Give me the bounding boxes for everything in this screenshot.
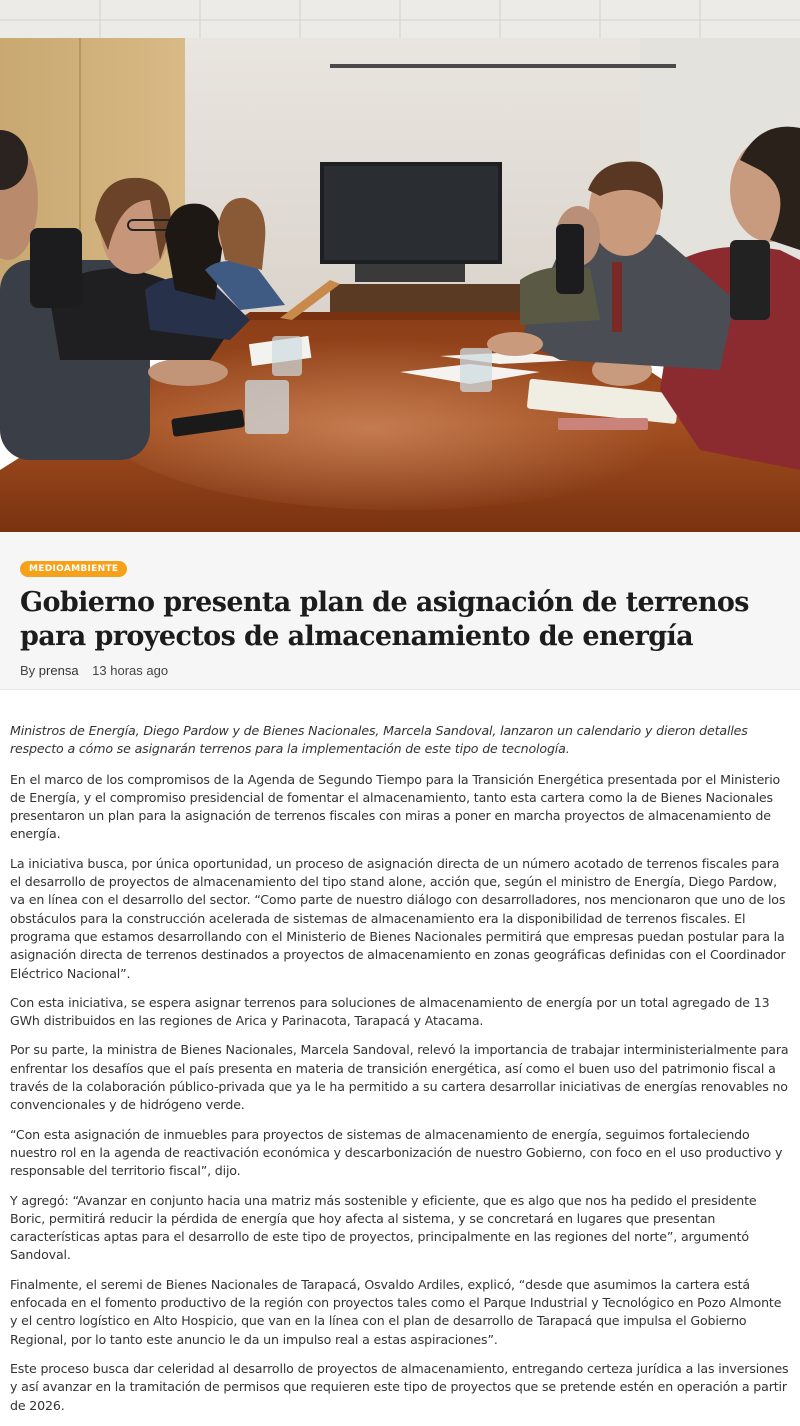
post-date: 13 horas ago [92,663,169,678]
category-badge[interactable]: MEDIOAMBIENTE [20,561,127,577]
article-paragraph: Y agregó: “Avanzar en conjunto hacia una matriz más sostenible y eficiente, que es algo que nos ha pedido el presidente Boric, permitirá reducir la pérdida de energía que hoy afecta al sistema, y se concretará en lugares que presentan características aptas para el desarrollo de este tipo de proyectos, principalmente en las regiones del norte”, argumentó Sandoval. [10,1192,757,1263]
hero-image [0,0,800,532]
author-link[interactable]: prensa [38,663,79,678]
article-paragraph: Este proceso busca dar celeridad al desarrollo de proyectos de almacenamiento, entregando certeza jurídica a las inversiones y así avanzar en la tramitación de permisos que requieren este tipo de proyectos que se pretende estén en operación a partir de 2026. [10,1360,789,1413]
article-paragraph: Por su parte, la ministra de Bienes Nacionales, Marcela Sandoval, relevó la importancia de trabajar interministerialmente para enfrentar los desafíos que el país presenta en materia de transición energética, así como el buen uso del patrimonio fiscal a través de la colaboración público-privada que ya le ha permitido a su cartera desarrollar iniciativas de energías renovables no convencionales y de hidrógeno verde. [10,1042,789,1113]
meeting-photo [0,0,800,532]
post-meta [20,663,780,678]
article-body [0,690,800,1415]
page-title: Gobierno presenta plan de asignación de terrenos para proyectos de almacenamiento de energía [20,587,749,652]
article-lead: Ministros de Energía, Diego Pardow y de Bienes Nacionales, Marcela Sandoval, lanzaron un calendario y dieron detalles respecto a cómo se asignarán terrenos para la implementación de este tipo de tecnología. [10,723,748,757]
article-paragraph: La iniciativa busca, por única oportunidad, un proceso de asignación directa de un número acotado de terrenos fiscales para el desarrollo de proyectos de almacenamiento del tipo stand alone, acción que, según el ministro de Energía, Diego Pardow, va en línea con el desarrollo del sector. “Como parte de nuestro diálogo con desarrolladores, nos mencionaron que uno de los obstáculos para la construcción acelerada de sistemas de almacenamiento era la disponibilidad de terrenos fiscales. El programa que estamos desarrollando con el Ministerio de Bienes Nacionales permitirá que empresas puedan postular para la asignación directa de terrenos destinados a proyectos de almacenamiento en zonas geográficas definidas con el Coordinador Eléctrico Nacional”. [10,855,786,981]
article-paragraph: En el marco de los compromisos de la Agenda de Segundo Tiempo para la Transición Energética presentada por el Ministerio de Energía, y el compromiso presidencial de fomentar el almacenamiento, tanto esta cartera como la de Bienes Nacionales presentaron un plan para la asignación de terrenos fiscales con miras a poner en marcha proyectos de almacenamiento de energía. [10,771,781,842]
article-paragraph: “Con esta asignación de inmuebles para proyectos de sistemas de almacenamiento de energía, seguimos fortaleciendo nuestro rol en la agenda de reactivación económica y descarbonización de nuestro Gobierno, con foco en el uso productivo y responsable del territorio fiscal”, dijo. [10,1126,783,1179]
post-header [0,532,800,690]
article-paragraph: Con esta iniciativa, se espera asignar terrenos para soluciones de almacenamiento de energía por un total agregado de 13 GWh distribuidos en las regiones de Arica y Parinacota, Tarapacá y Atacama. [10,994,770,1029]
article-paragraph: Finalmente, el seremi de Bienes Nacionales de Tarapacá, Osvaldo Ardiles, explicó, “desde que asumimos la cartera está enfocada en el fomento productivo de la región con proyectos tales como el Parque Industrial y Tecnológico en Pozo Almonte y el centro logístico en Alto Hospicio, que van en la línea con el plan de desarrollo de Tarapacá que impulsa el Gobierno Regional, por lo tanto este anuncio le da un impulso real a estas aspiraciones”. [10,1276,782,1347]
by-label: By [20,663,36,678]
